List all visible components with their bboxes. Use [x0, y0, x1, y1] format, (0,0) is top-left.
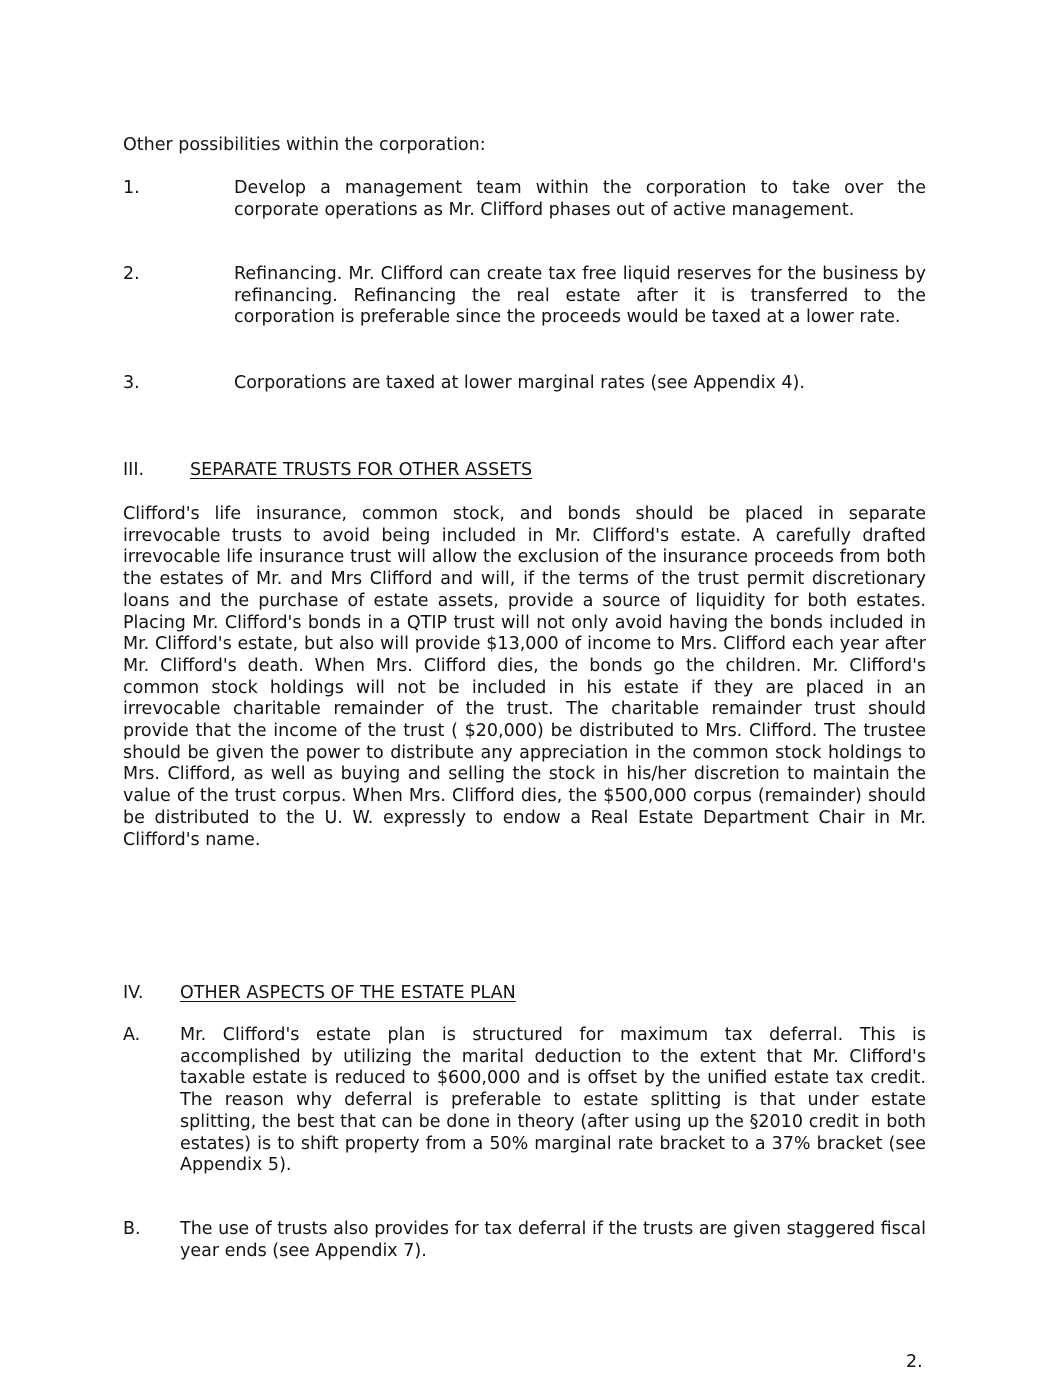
- section-3-number: III.: [123, 460, 145, 480]
- section-4-item-a-label: A.: [123, 1025, 141, 1045]
- corp-item-1-number: 1.: [123, 178, 140, 198]
- page-number: 2.: [906, 1352, 923, 1372]
- section-3-heading: SEPARATE TRUSTS FOR OTHER ASSETS: [190, 460, 533, 480]
- section-4-number: IV.: [123, 983, 144, 1003]
- corp-item-3-text: Corporations are taxed at lower marginal rates (see Appendix 4).: [234, 373, 805, 393]
- section-4-item-b-text: The use of trusts also provides for tax deferral if the trusts are given staggered fiscal year ends (see Appendix 7).: [180, 1219, 926, 1261]
- corp-item-2-text: Refinancing. Mr. Clifford can create tax free liquid reserves for the business by refinancing. Refinancing the real estate after it is transferred to the corporation is preferable since the proceeds would be taxed at a lower rate.: [234, 264, 926, 328]
- corp-item-2-number: 2.: [123, 264, 140, 284]
- intro-line: Other possibilities within the corporation:: [123, 135, 486, 155]
- section-4-heading: OTHER ASPECTS OF THE ESTATE PLAN: [180, 983, 516, 1003]
- corp-item-1-text: Develop a management team within the corporation to take over the corporate operations as Mr. Clifford phases out of active management.: [234, 178, 926, 220]
- section-4-item-a-text: Mr. Clifford's estate plan is structured for maximum tax deferral. This is accomplished by utilizing the marital deduction to the extent that Mr. Clifford's taxable estate is reduced to $600,000 and is offset by the unified estate tax credit. The reason why deferral is preferable to estate splitting is that under estate splitting, the best that can be done in theory (after using up the §2010 credit in both estates) is to shift property from a 50% marginal rate bracket to a 37% bracket (see Appendix 5).: [180, 1025, 926, 1176]
- section-3-body: Clifford's life insurance, common stock, and bonds should be placed in separate irrevocable trusts to avoid being included in Mr. Clifford's estate. A carefully drafted irrevocable life insurance trust will allow the exclusion of the insurance proceeds from both the estates of Mr. and Mrs Clifford and will, if the terms of the trust permit discretionary loans and the purchase of estate assets, provide a source of liquidity for both estates. Placing Mr. Clifford's bonds in a QTIP trust will not only avoid having the bonds included in Mr. Clifford's estate, but also will provide $13,000 of income to Mrs. Clifford each year after Mr. Clifford's death. When Mrs. Clifford dies, the bonds go the children. Mr. Clifford's common stock holdings will not be included in his estate if they are placed in an irrevocable charitable remainder of the trust. The charitable remainder trust should provide that the income of the trust ( $20,000) be distributed to Mrs. Clifford. The trustee should be given the power to distribute any appreciation in the common stock holdings to Mrs. Clifford, as well as buying and selling the stock in his/her discretion to maintain the value of the trust corpus. When Mrs. Clifford dies, the $500,000 corpus (remainder) should be distributed to the U. W. expressly to endow a Real Estate Department Chair in Mr. Clifford's name.: [123, 504, 926, 850]
- corp-item-3-number: 3.: [123, 373, 140, 393]
- section-4-item-b-label: B.: [123, 1219, 141, 1239]
